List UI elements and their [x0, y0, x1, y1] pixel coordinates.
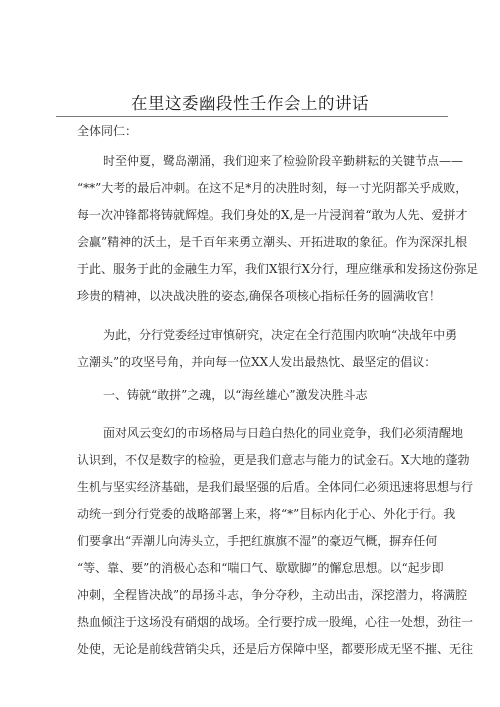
paragraph-line: 为此，分行党委经过审慎研究，决定在全行范围内吹响“决战年中勇	[103, 328, 458, 342]
paragraph-line: 生机与坚实经济基础，是我们最坚强的后盾。全体同仁必须迅速将思想与行	[77, 480, 474, 494]
title-divider	[56, 116, 448, 117]
document-title: 在里这委幽段性壬作会上的讲话	[131, 94, 369, 113]
paragraph-line: 面对风云变幻的市场格局与日趋白热化的同业竞争，我们必须清醒地	[103, 426, 464, 440]
paragraph-line: “**”大考的最后冲刺。在这不足*月的决胜时刻，每一寸光阴都关乎成败，	[77, 181, 468, 195]
paragraph-line: “等、靠、要”的消极心态和“喘口气、歇歇脚”的懈怠思想。以“起步即	[77, 561, 444, 575]
greeting-line: 全体同仁：	[77, 124, 138, 138]
paragraph-line: 处使，无论是前线营销尖兵，还是后方保障中坚，都要形成无坚不摧、无往	[77, 642, 474, 656]
paragraph-line: 于此、服务于此的金融生力军，我们X银行X分行，理应继承和发扬这份弥足	[77, 262, 479, 276]
section-heading: 一、铸就“敢拼”之魂，以“海丝雄心”激发决胜斗志	[103, 388, 368, 402]
paragraph-line: 会赢”精神的沃土，是千百年来勇立潮头、开拓进取的象征。作为深深扎根	[77, 235, 468, 249]
paragraph-line: 时至仲夏，鹭岛潮涌，我们迎来了检验阶段辛勤耕耘的关键节点——	[103, 154, 464, 168]
paragraph-line: 立潮头”的攻坚号角，并向每一位XX人发出最热忱、最坚定的倡议：	[77, 355, 437, 369]
paragraph-line: 热血倾注于这场没有硝烟的战场。全行要拧成一股绳，心往一处想，劲往一	[77, 615, 474, 629]
paragraph-line: 每一次冲锋都将铸就辉煌。我们身处的X,是一片浸润着“敢为人先、爱拼才	[77, 208, 468, 222]
paragraph-line: 动统一到分行党委的战略部署上来，将“*”目标内化于心、外化于行。我	[77, 507, 456, 521]
paragraph-line: 们要拿出“弄潮儿向涛头立，手把红旗旗不湿”的豪迈气概，摒弃任何	[77, 534, 438, 548]
paragraph-line: 认识到，不仅是数字的检验，更是我们意志与能力的试金石。X大地的蓬勃	[77, 453, 470, 467]
paragraph-line: 珍贵的精神，以决战决胜的姿态,确保各项核心指标任务的圆满收官！	[77, 289, 441, 303]
paragraph-line: 冲刺，全程皆决战”的昂扬斗志，争分夺秒，主动出击，深挖潜力，将满腔	[77, 588, 468, 602]
